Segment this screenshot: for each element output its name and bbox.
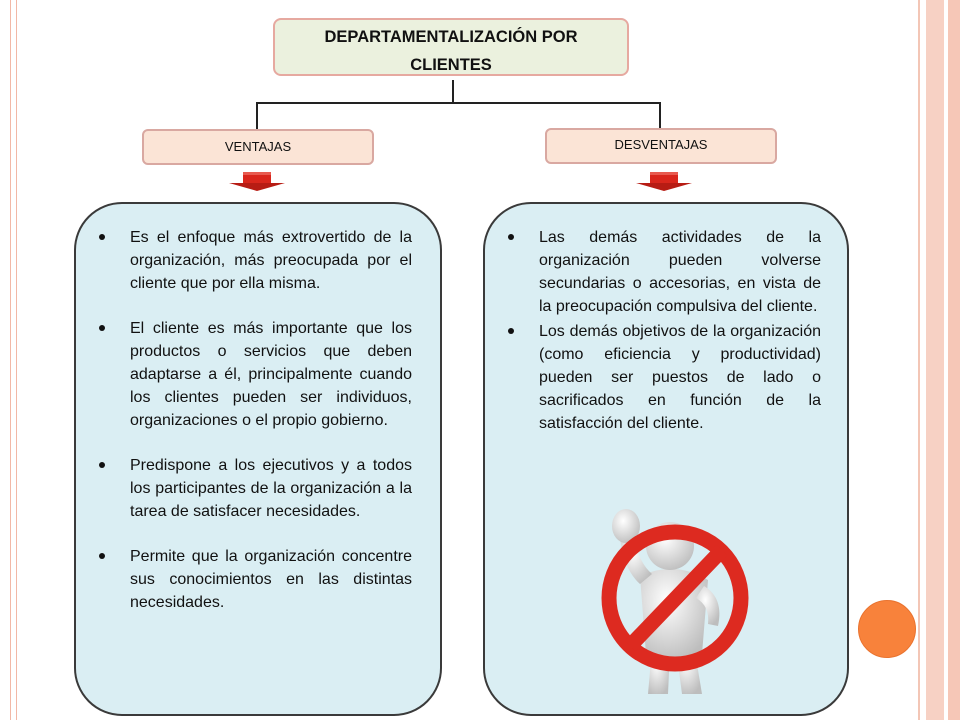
ventajas-label-box [142,129,374,165]
desventajas-item-2: Los demás objetivos de la organización (como eficiencia y productividad) pueden ser puestos de lado o sacrificados en función de la satisfacción del cliente. [539,320,821,435]
ventajas-label: VENTAJAS [224,139,292,154]
left-down-arrow-icon [229,172,285,192]
desventajas-label: DESVENTAJAS [614,137,708,152]
ventajas-list [130,226,412,614]
desventajas-item-1: Las demás actividades de la organización pueden volverse secundarias o accesorias, en vista de la preocupación compulsiva del cliente. [539,226,821,318]
ventajas-item-3: Predispone a los ejecutivos y a todos los participantes de la organización a la tarea de satisfacer necesidades. [130,454,412,523]
slide-border-left [10,0,17,720]
desventajas-label-box [545,128,777,164]
connector-vertical-top [452,80,454,102]
title-line-2: CLIENTES [410,56,492,74]
connector-right-drop [659,102,661,128]
ventajas-panel [74,202,442,716]
right-down-arrow-icon [636,172,692,192]
ventajas-item-2: El cliente es más importante que los productos o servicios que deben adaptarse a él, principalmente cuando los clientes pueden ser individuos, organizaciones o el propio gobierno. [130,317,412,432]
ventajas-item-4: Permite que la organización concentre sus conocimientos en las distintas necesidades. [130,545,412,614]
diagram-title-box [273,18,629,76]
decorative-circle [858,600,916,658]
slide-border-right [918,0,960,720]
title-line-1: DEPARTAMENTALIZACIÓN POR [324,28,578,46]
no-sign-figure-icon [590,498,760,698]
ventajas-item-1: Es el enfoque más extrovertido de la organización, más preocupada por el cliente que por ella misma. [130,226,412,295]
connector-left-drop [256,102,258,130]
connector-horizontal [256,102,661,104]
desventajas-list [539,226,821,435]
